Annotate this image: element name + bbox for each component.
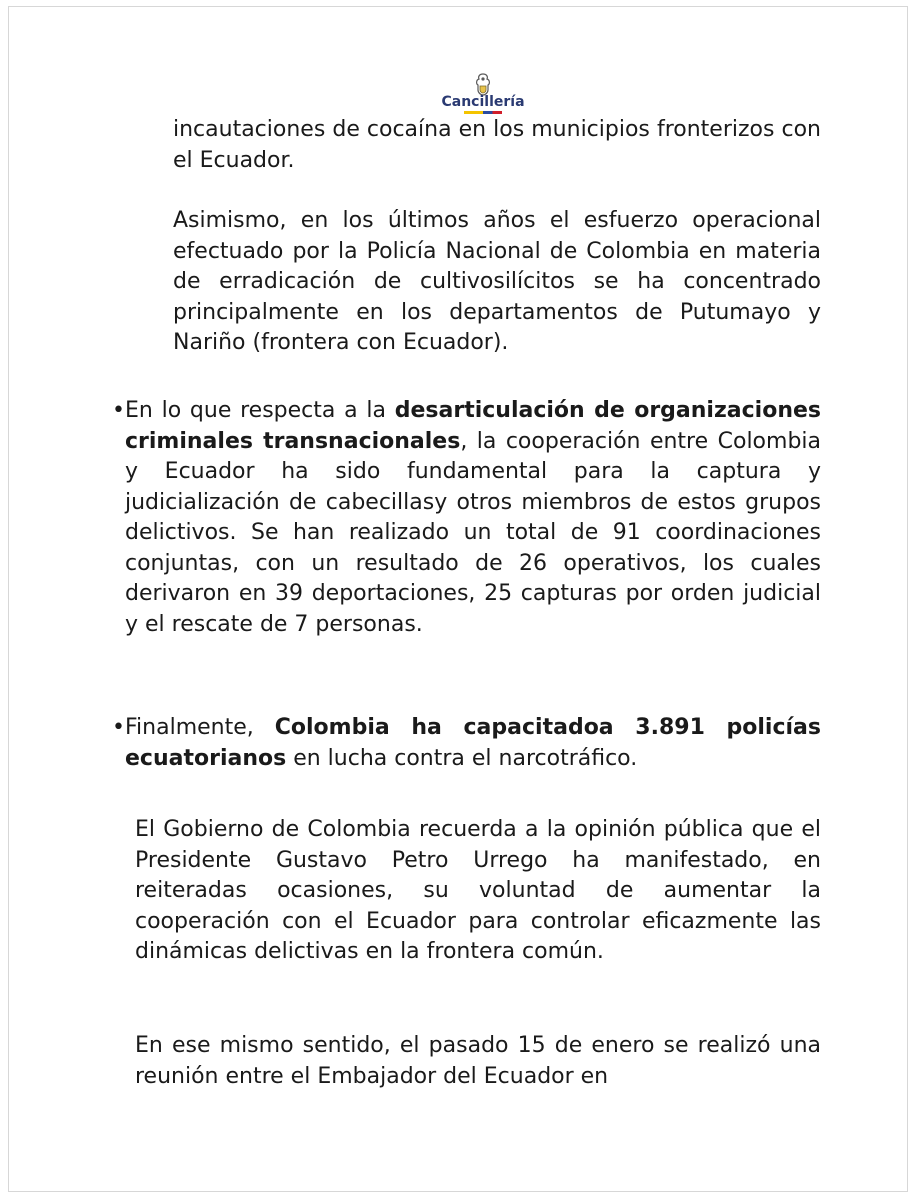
logo-text: Cancillería <box>441 94 525 110</box>
bullet-paragraph-1 <box>125 396 821 640</box>
paragraph-4: En ese mismo sentido, el pasado 15 de enero se realizó una reunión entre el Embajador del Ecuador en <box>135 1033 821 1089</box>
bullet-2-rest: en lucha contra el narcotráfico. <box>286 745 638 771</box>
bullet-2-bold: Colombia ha capacitadoa 3.891 policías ecuatorianos <box>125 715 821 771</box>
bullet-marker-2: • <box>112 715 125 740</box>
bullet-2-lead: Finalmente, <box>125 715 275 740</box>
flag-stripe <box>464 111 502 114</box>
paragraph-1: incautaciones de cocaína en los municipios fronterizos con el Ecuador. <box>173 117 821 173</box>
bullet-marker-1: • <box>112 398 125 423</box>
cancilleria-logo <box>428 72 538 114</box>
coat-of-arms-icon <box>472 72 494 96</box>
paragraph-3: El Gobierno de Colombia recuerda a la opinión pública que el Presidente Gustavo Petro Urrego ha manifestado, en reiteradas ocasiones, su voluntad de aumentar la cooperación con el Ecuador para controlar eficazmente las dinámicas delictivas en la frontera común. <box>135 817 821 964</box>
bullet-1-rest: , la cooperación entre Colombia y Ecuador ha sido fundamental para la captura y judicialización de cabecillasy otros miembros de estos grupos delictivos. Se han realizado un total de 91 coordinaciones conjuntas, con un resultado de 26 operativos, los cuales derivaron en 39 deportaciones, 25 capturas por orden judicial y el rescate de 7 personas. <box>125 428 821 637</box>
bullet-1-lead: En lo que respecta a la <box>125 398 395 423</box>
paragraph-2: Asimismo, en los últimos años el esfuerzo operacional efectuado por la Policía Nacional de Colombia en materia de erradicación de cultivosilícitos se ha concentrado principalmente en los departamentos de Putumayo y Nariño (frontera con Ecuador). <box>173 208 821 355</box>
bullet-paragraph-2 <box>125 713 821 774</box>
bullet-1-bold: desarticulación de organizaciones criminales transnacionales <box>125 398 821 454</box>
